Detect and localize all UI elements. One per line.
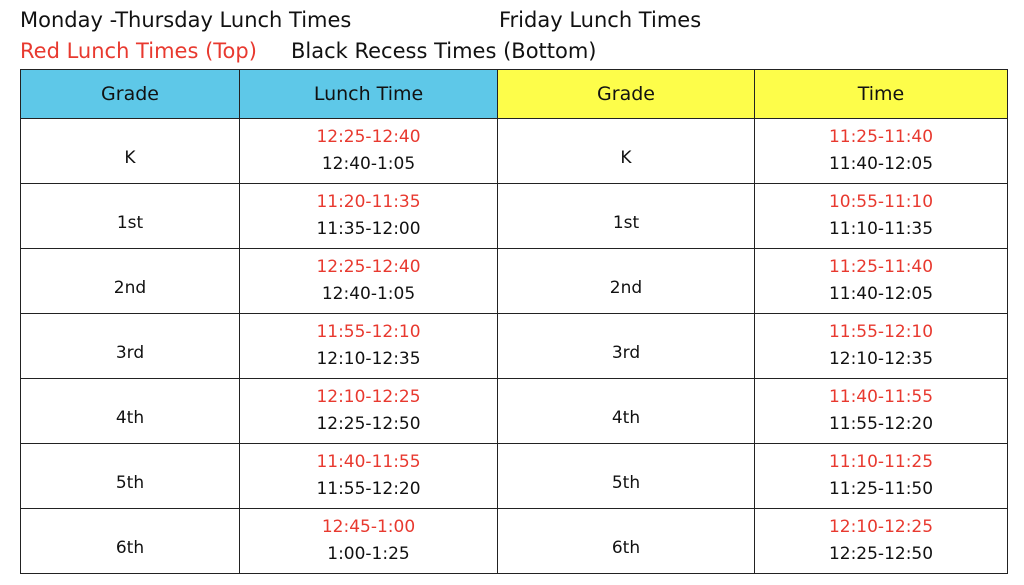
grade-label: 3rd [611,343,641,363]
recess-time-black: 11:10-11:35 [828,219,934,239]
grade-cell-friday [498,379,755,444]
recess-time-black: 12:40-1:05 [321,154,416,174]
mon-thu-times-cell [240,119,498,184]
mon-thu-times-cell [240,444,498,509]
lunch-time-red: 11:40-11:55 [316,452,421,472]
lunch-time-red: 11:10-11:25 [828,452,934,472]
friday-times-cell [755,444,1008,509]
grade-cell-friday [498,184,755,249]
grade-cell-friday [498,119,755,184]
mon-thu-times-cell [240,249,498,314]
lunch-schedule-table [20,69,1008,574]
grade-cell-friday [498,249,755,314]
column-header-lunch-time: Lunch Time [240,70,498,119]
recess-time-black: 11:40-12:05 [828,154,934,174]
recess-time-black: 12:10-12:35 [316,349,421,369]
table-row [21,119,1008,184]
lunch-time-red: 12:10-12:25 [316,387,421,407]
grade-cell-friday [498,509,755,574]
friday-times-cell [755,184,1008,249]
lunch-time-red: 11:55-12:10 [828,322,934,342]
grade-label: 3rd [115,343,145,363]
grade-cell-friday [498,444,755,509]
grade-cell-mon-thu [21,184,240,249]
grade-label: 4th [115,408,145,428]
lunch-time-red: 11:25-11:40 [828,127,934,147]
recess-time-black: 11:25-11:50 [828,479,934,499]
recess-time-black: 11:40-12:05 [828,284,934,304]
grade-label: 1st [116,213,144,233]
table-row [21,314,1008,379]
mon-thu-times-cell [240,509,498,574]
recess-time-black: 1:00-1:25 [327,544,410,564]
recess-time-black: 12:40-1:05 [321,284,416,304]
table-row [21,249,1008,314]
grade-cell-mon-thu [21,379,240,444]
grade-label: 1st [612,213,640,233]
friday-heading: Friday Lunch Times [499,8,702,32]
legend-black-recess: Black Recess Times (Bottom) [291,39,597,63]
table-row [21,509,1008,574]
lunch-time-red: 12:25-12:40 [316,257,421,277]
mon-thu-times-cell [240,379,498,444]
friday-times-cell [755,119,1008,184]
column-header-grade-friday: Grade [498,70,755,119]
grade-cell-mon-thu [21,119,240,184]
grade-label: 6th [115,538,145,558]
friday-times-cell [755,379,1008,444]
table-row [21,444,1008,509]
lunch-time-red: 11:20-11:35 [316,192,421,212]
lunch-time-red: 12:10-12:25 [828,517,934,537]
grade-label: 2nd [609,278,643,298]
grade-label: 6th [611,538,641,558]
grade-label: 5th [115,473,145,493]
recess-time-black: 11:35-12:00 [316,219,421,239]
grade-label: 5th [611,473,641,493]
recess-time-black: 11:55-12:20 [828,414,934,434]
column-header-time: Time [755,70,1008,119]
recess-time-black: 11:55-12:20 [316,479,421,499]
grade-cell-mon-thu [21,444,240,509]
mon-thu-times-cell [240,314,498,379]
lunch-time-red: 12:25-12:40 [316,127,421,147]
grade-label: 4th [611,408,641,428]
friday-times-cell [755,249,1008,314]
table-header-row [21,70,1008,119]
friday-times-cell [755,509,1008,574]
recess-time-black: 12:25-12:50 [828,544,934,564]
lunch-time-red: 11:40-11:55 [828,387,934,407]
lunch-time-red: 12:45-1:00 [321,517,416,537]
mon-thu-times-cell [240,184,498,249]
grade-cell-mon-thu [21,509,240,574]
grade-label: K [124,148,136,168]
recess-time-black: 12:10-12:35 [828,349,934,369]
grade-label: 2nd [113,278,147,298]
grade-cell-friday [498,314,755,379]
table-row [21,184,1008,249]
grade-label: K [620,148,632,168]
legend-red-lunch: Red Lunch Times (Top) [20,39,257,63]
grade-cell-mon-thu [21,314,240,379]
grade-cell-mon-thu [21,249,240,314]
lunch-time-red: 10:55-11:10 [828,192,934,212]
column-header-grade-mon-thu: Grade [21,70,240,119]
table-row [21,379,1008,444]
lunch-time-red: 11:55-12:10 [316,322,421,342]
recess-time-black: 12:25-12:50 [316,414,421,434]
lunch-time-red: 11:25-11:40 [828,257,934,277]
mon-thu-heading: Monday -Thursday Lunch Times [20,8,352,32]
friday-times-cell [755,314,1008,379]
